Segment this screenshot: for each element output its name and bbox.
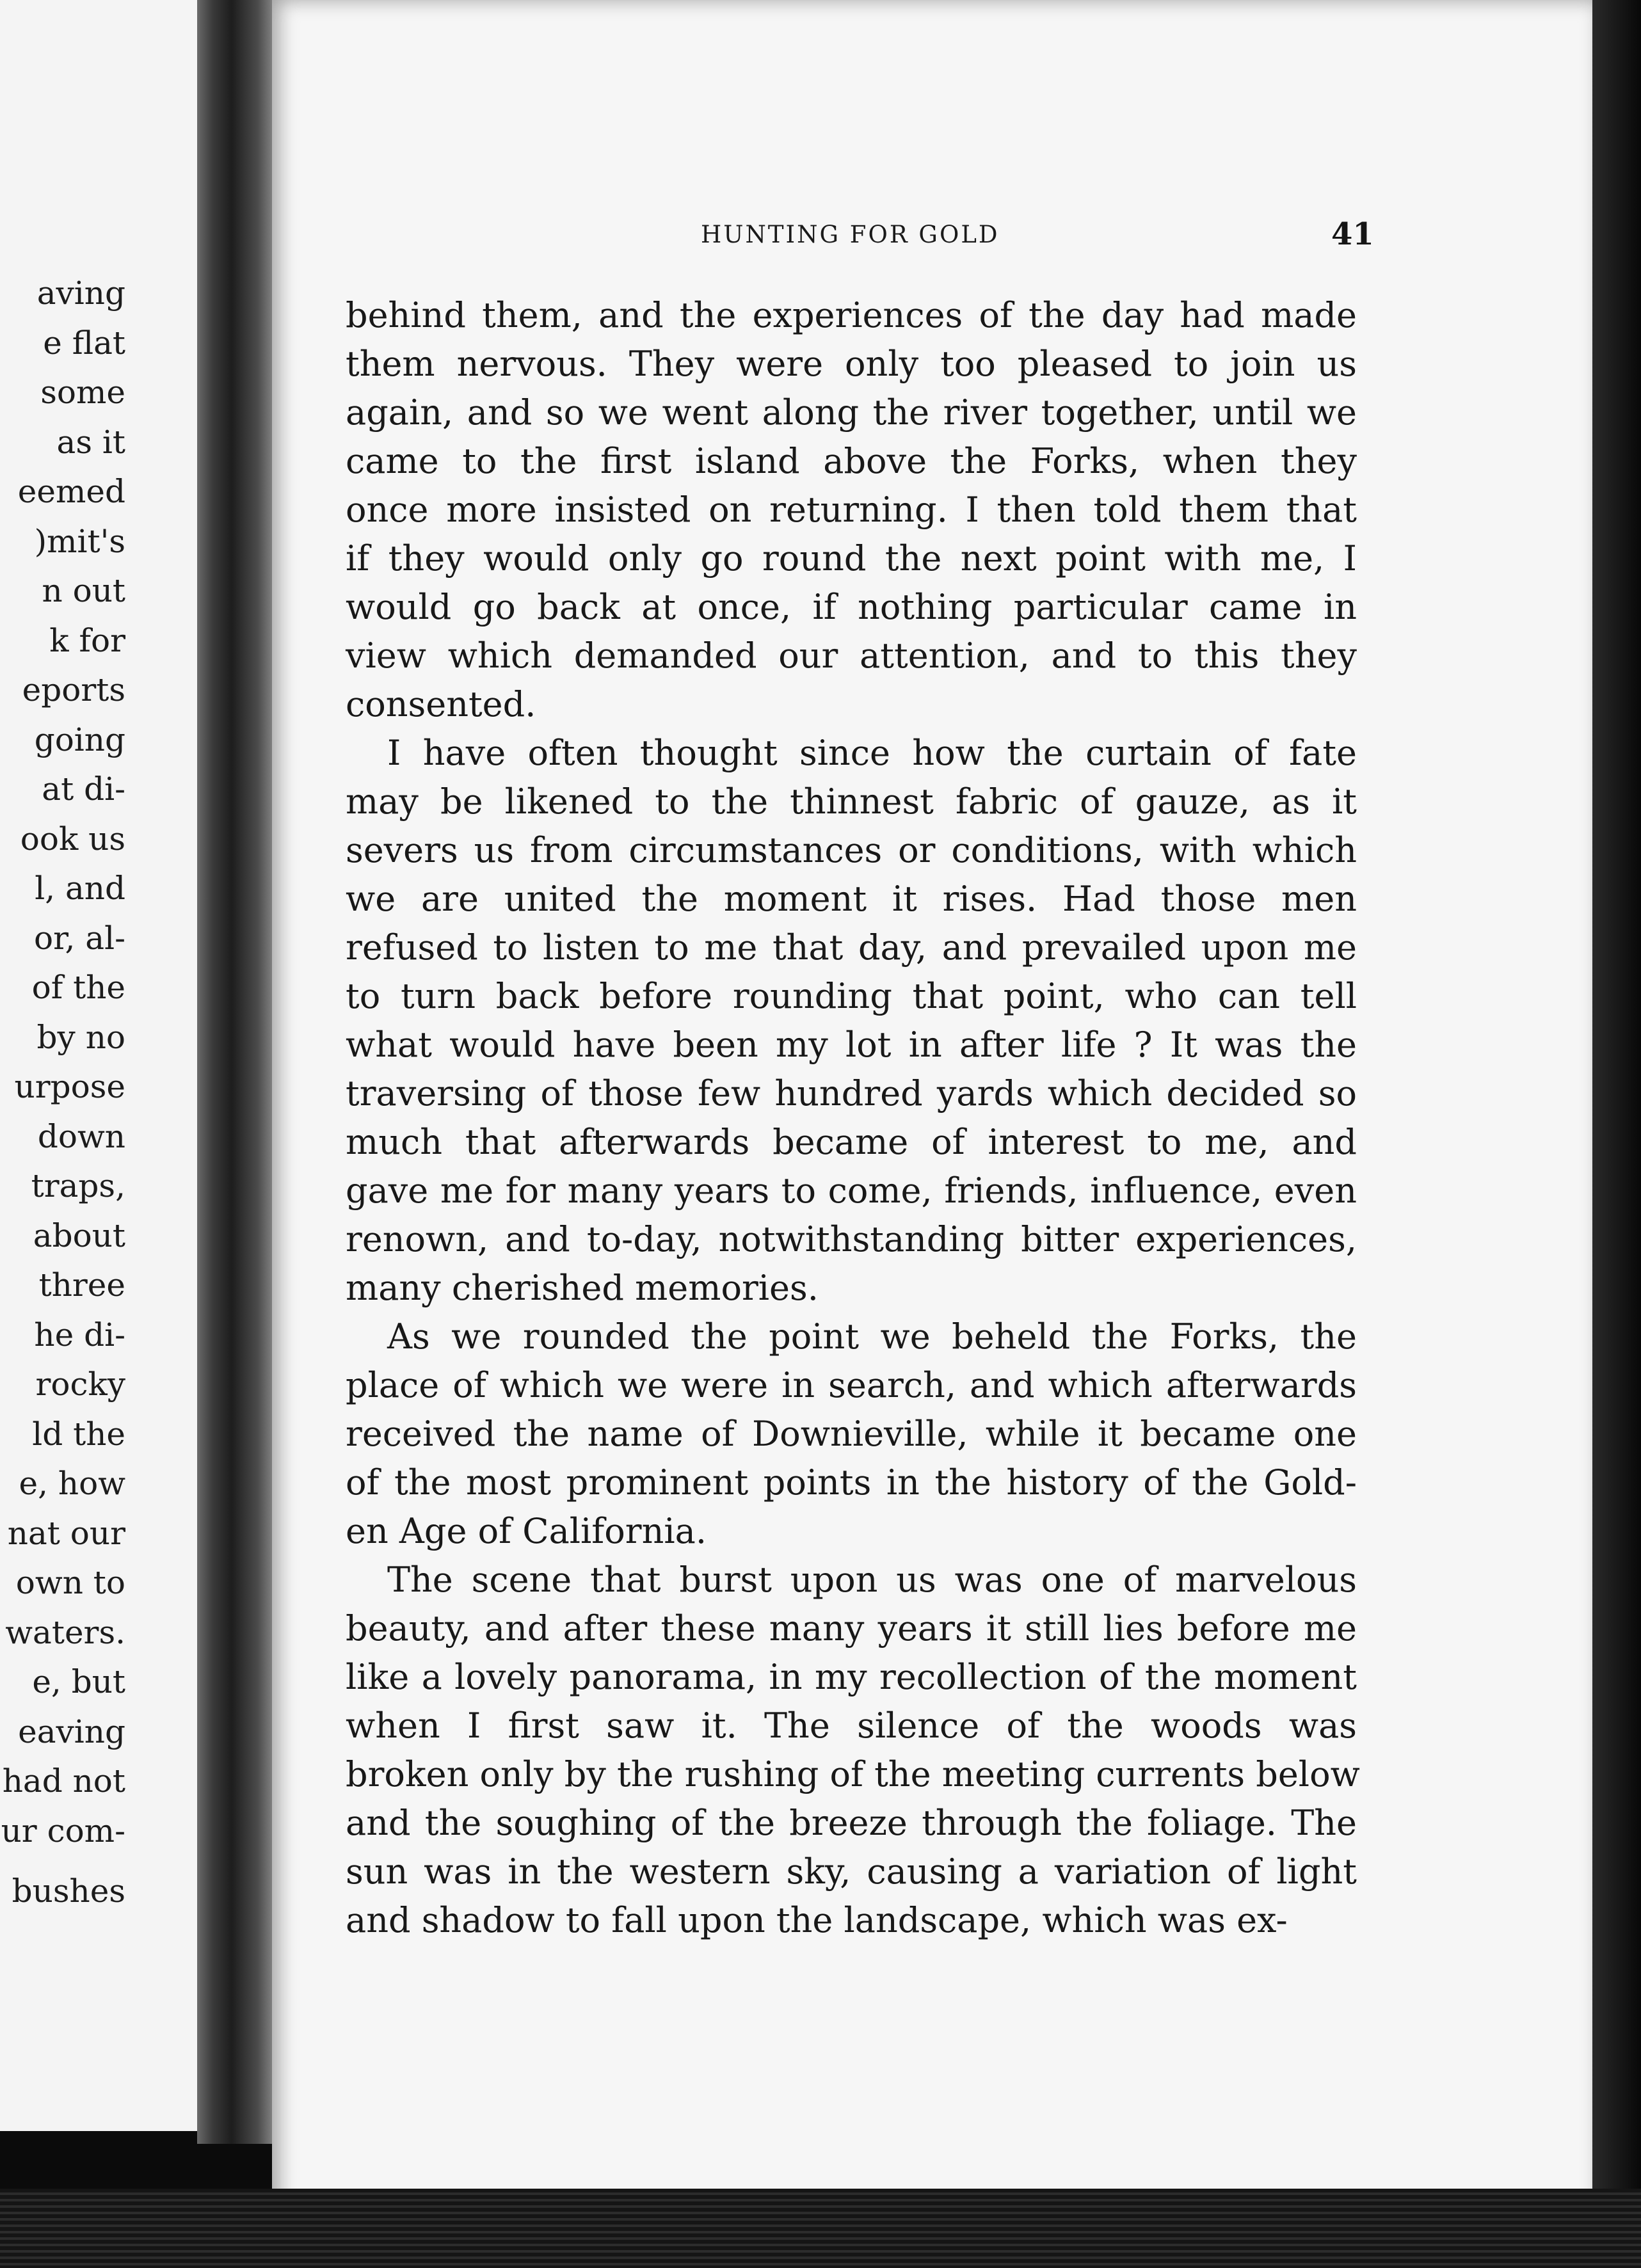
left-page-text — [1, 269, 125, 1926]
text-line: view which demanded our attention, and to this they — [346, 635, 1357, 676]
text-line: much that afterwards became of interest to me, and — [346, 1122, 1357, 1162]
text-line: renown, and to-day, notwithstanding bitter experiences, — [346, 1219, 1357, 1259]
left-page-line: own to — [15, 1564, 125, 1601]
left-page-line: l, and — [35, 870, 125, 907]
text-line: them nervous. They were only too pleased to join us — [346, 344, 1357, 384]
paragraph — [346, 729, 1357, 1313]
left-page-line: eaving — [18, 1713, 125, 1750]
left-page-line: e, but — [32, 1663, 125, 1700]
text-line: gave me for many years to come, friends, influence, even — [346, 1170, 1357, 1211]
left-page-line: bushes — [12, 1873, 125, 1910]
paragraph — [346, 1556, 1360, 1945]
page-number: 41 — [1331, 216, 1374, 252]
paragraph — [346, 291, 1357, 729]
left-page-line: traps, — [31, 1167, 125, 1204]
text-line: The scene that burst upon us was one of marvelous — [387, 1560, 1357, 1600]
text-line: and the soughing of the breeze through the foliage. The — [346, 1803, 1357, 1843]
left-page-line: three — [38, 1266, 125, 1304]
left-page-line: ld the — [32, 1415, 125, 1453]
text-line: like a lovely panorama, in my recollection of the moment — [346, 1657, 1357, 1697]
text-line: to turn back before rounding that point, who can tell — [346, 976, 1357, 1016]
text-line: many cherished memories. — [346, 1268, 819, 1308]
left-page-line: of the — [31, 969, 125, 1006]
running-title: HUNTING FOR GOLD — [701, 221, 1000, 248]
text-line: As we rounded the point we beheld the Forks, the — [387, 1316, 1357, 1357]
left-page-line: ook us — [20, 820, 125, 858]
text-line: severs us from circumstances or conditions, with which — [346, 830, 1357, 870]
text-line: of the most prominent points in the history of the Gold- — [346, 1462, 1357, 1503]
book-gutter — [197, 0, 284, 2144]
text-line: behind them, and the experiences of the day had made — [346, 295, 1357, 335]
left-page-line: e flat — [43, 324, 125, 362]
text-line: may be likened to the thinnest fabric of gauze, as it — [346, 781, 1357, 822]
text-line: came to the first island above the Forks, when they — [346, 441, 1357, 481]
left-page-line: going — [34, 721, 125, 758]
left-page-line: as it — [56, 423, 125, 461]
left-page-line: he di- — [34, 1316, 125, 1354]
left-page-line: k for — [49, 621, 125, 659]
text-line: again, and so we went along the river together, until we — [346, 392, 1357, 433]
text-line: once more insisted on returning. I then told them that — [346, 490, 1357, 530]
bottom-page-edge — [0, 2189, 1641, 2268]
left-page-line: by no — [36, 1018, 125, 1056]
text-line: when I first saw it. The silence of the woods was — [346, 1705, 1357, 1746]
text-line: place of which we were in search, and which afterwards — [346, 1365, 1357, 1405]
left-page-line: rocky — [35, 1366, 125, 1403]
left-page-line: about — [33, 1217, 125, 1254]
text-line: traversing of those few hundred yards which decided so — [346, 1073, 1357, 1114]
left-page-line: at di- — [42, 771, 125, 808]
left-page-line: waters. — [5, 1613, 125, 1651]
text-line: what would have been my lot in after life ? It was the — [346, 1025, 1357, 1065]
text-line: would go back at once, if nothing particular came in — [346, 587, 1357, 627]
text-line: beauty, and after these many years it still lies before me — [346, 1608, 1357, 1649]
text-line: consented. — [346, 684, 536, 724]
text-line: received the name of Downieville, while it became one — [346, 1414, 1357, 1454]
body-text — [346, 291, 1360, 1945]
text-line: and shadow to fall upon the landscape, which was ex- — [346, 1900, 1288, 1940]
left-page-line: or, al- — [34, 919, 125, 957]
text-line: broken only by the rushing of the meeting currents below — [346, 1754, 1360, 1794]
left-page-line: ur com- — [1, 1812, 125, 1849]
left-page-line: some — [40, 374, 125, 411]
left-page-line: down — [37, 1117, 125, 1155]
right-page-edge — [1592, 0, 1641, 2268]
text-line: refused to listen to me that day, and prevailed upon me — [346, 927, 1357, 968]
text-line: en Age of California. — [346, 1511, 707, 1551]
left-page-line: aving — [36, 275, 125, 312]
text-line: sun was in the western sky, causing a variation of light — [346, 1851, 1357, 1892]
left-page-line: eemed — [17, 473, 125, 510]
text-line: we are united the moment it rises. Had those men — [346, 879, 1357, 919]
left-page-line: n out — [42, 572, 125, 609]
left-page-line: nat our — [7, 1514, 125, 1552]
left-page-line: )mit's — [34, 522, 125, 560]
left-page-line: e, how — [19, 1465, 125, 1502]
left-page-line: eports — [22, 671, 125, 708]
left-page-line: urpose — [14, 1068, 125, 1105]
paragraph — [346, 1313, 1357, 1556]
left-page-line: had not — [2, 1762, 125, 1800]
text-line: if they would only go round the next point with me, I — [346, 538, 1357, 579]
text-line: I have often thought since how the curtain of fate — [387, 733, 1357, 773]
